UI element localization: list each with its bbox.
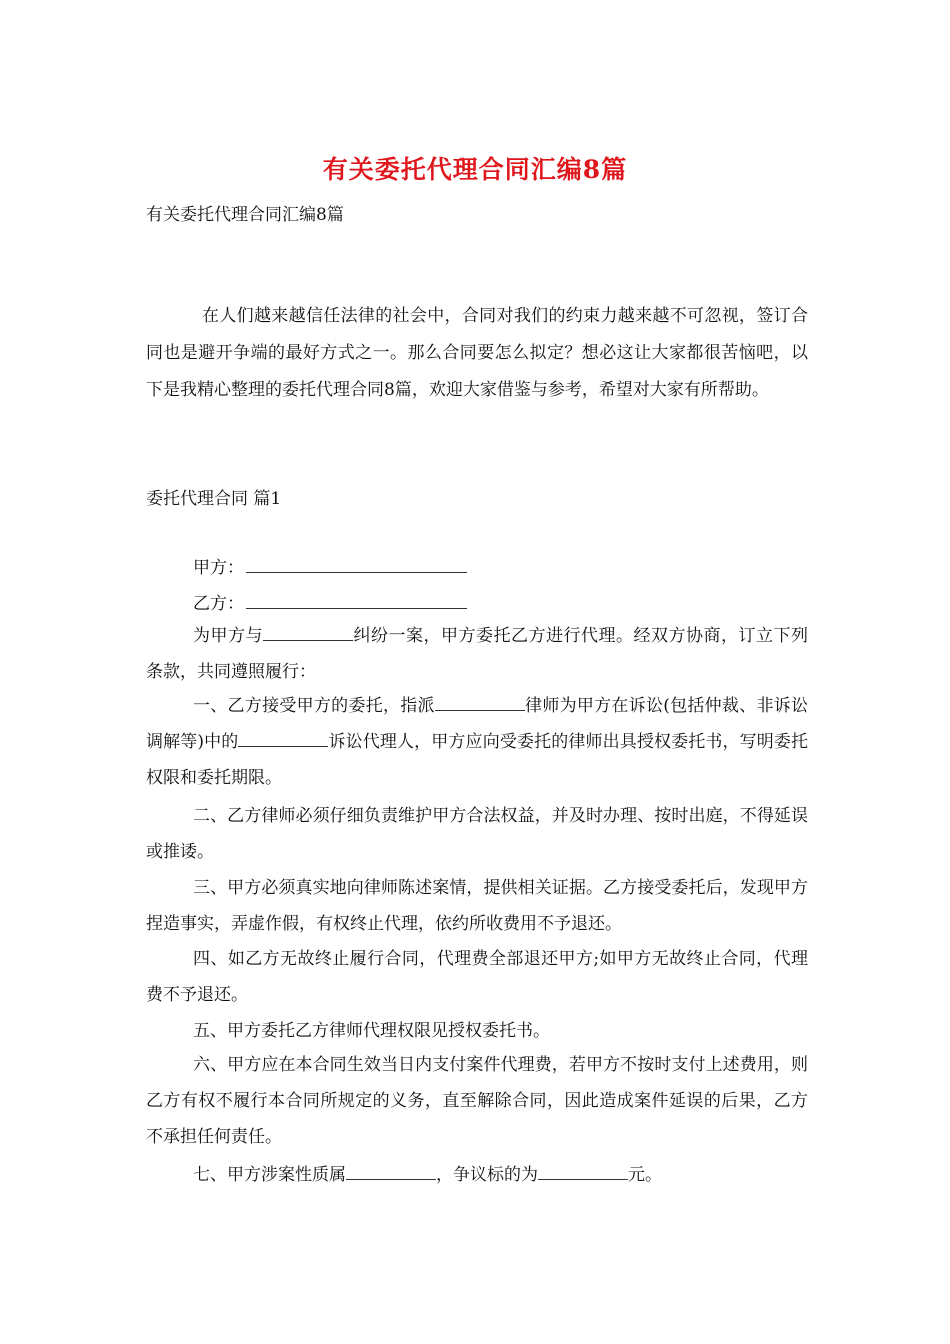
amount-blank xyxy=(538,1165,628,1180)
party-a-label: 甲方： xyxy=(193,558,244,578)
clause-1-part1: 一、乙方接受甲方的委托，指派 xyxy=(193,696,435,716)
clause-4: 四、如乙方无故终止履行合同，代理费全部退还甲方;如甲方无故终止合同，代理费不予退还。 xyxy=(146,949,808,1005)
clause-1-part3: 诉讼代理人，甲方应向受委托的律师出具授权委托书，写明委托权限和委托期限。 xyxy=(146,732,808,788)
party-b-label: 乙方： xyxy=(193,594,244,614)
clause-6: 六、甲方应在本合同生效当日内支付案件代理费，若甲方不按时支付上述费用，则乙方有权不履行本合同所规定的义务，直至解除合同，因此造成案件延误的后果，乙方不承担任何责任。 xyxy=(146,1055,808,1147)
clause-5: 五、甲方委托乙方律师代理权限见授权委托书。 xyxy=(193,1021,550,1041)
preamble-part2: 纠纷一案，甲方委托乙方进行代理。经双方协商，订立下列条款，共同遵照履行： xyxy=(146,626,808,682)
party-a-blank xyxy=(246,558,467,573)
clause-1 xyxy=(146,688,808,796)
dispute-blank xyxy=(263,626,353,641)
preamble-part1: 为甲方与 xyxy=(193,626,263,646)
clause-1-part2: 律师为甲方在诉讼(包括仲裁、非诉讼调解等)中的 xyxy=(146,696,808,752)
clause-7 xyxy=(146,1157,808,1193)
preamble-paragraph xyxy=(146,618,808,690)
party-b-blank xyxy=(246,594,467,609)
clause-7-part1: 七、甲方涉案性质属 xyxy=(193,1165,346,1185)
lawyer-name-blank xyxy=(435,696,525,711)
party-a-line xyxy=(193,553,467,578)
clause-7-part2: ，争议标的为 xyxy=(436,1165,538,1185)
document-title: 有关委托代理合同汇编8篇 xyxy=(322,155,628,184)
case-nature-blank xyxy=(346,1165,436,1180)
role-blank xyxy=(238,732,328,747)
document-subtitle: 有关委托代理合同汇编8篇 xyxy=(146,205,344,225)
clause-2: 二、乙方律师必须仔细负责维护甲方合法权益，并及时办理、按时出庭，不得延误或推诿。 xyxy=(146,806,808,862)
intro-paragraph: 在人们越来越信任法律的社会中，合同对我们的约束力越来越不可忽视，签订合同也是避开争端的最好方式之一。那么合同要怎么拟定？想必这让大家都很苦恼吧，以下是我精心整理的委托代理合同8篇，欢迎大家借鉴与参考，希望对大家有所帮助。 xyxy=(146,306,808,400)
section-heading: 委托代理合同 篇1 xyxy=(146,489,282,509)
party-b-line xyxy=(193,589,467,614)
clause-7-part3: 元。 xyxy=(628,1165,662,1185)
clause-3: 三、甲方必须真实地向律师陈述案情，提供相关证据。乙方接受委托后，发现甲方捏造事实，弄虚作假，有权终止代理，依约所收费用不予退还。 xyxy=(146,878,808,934)
